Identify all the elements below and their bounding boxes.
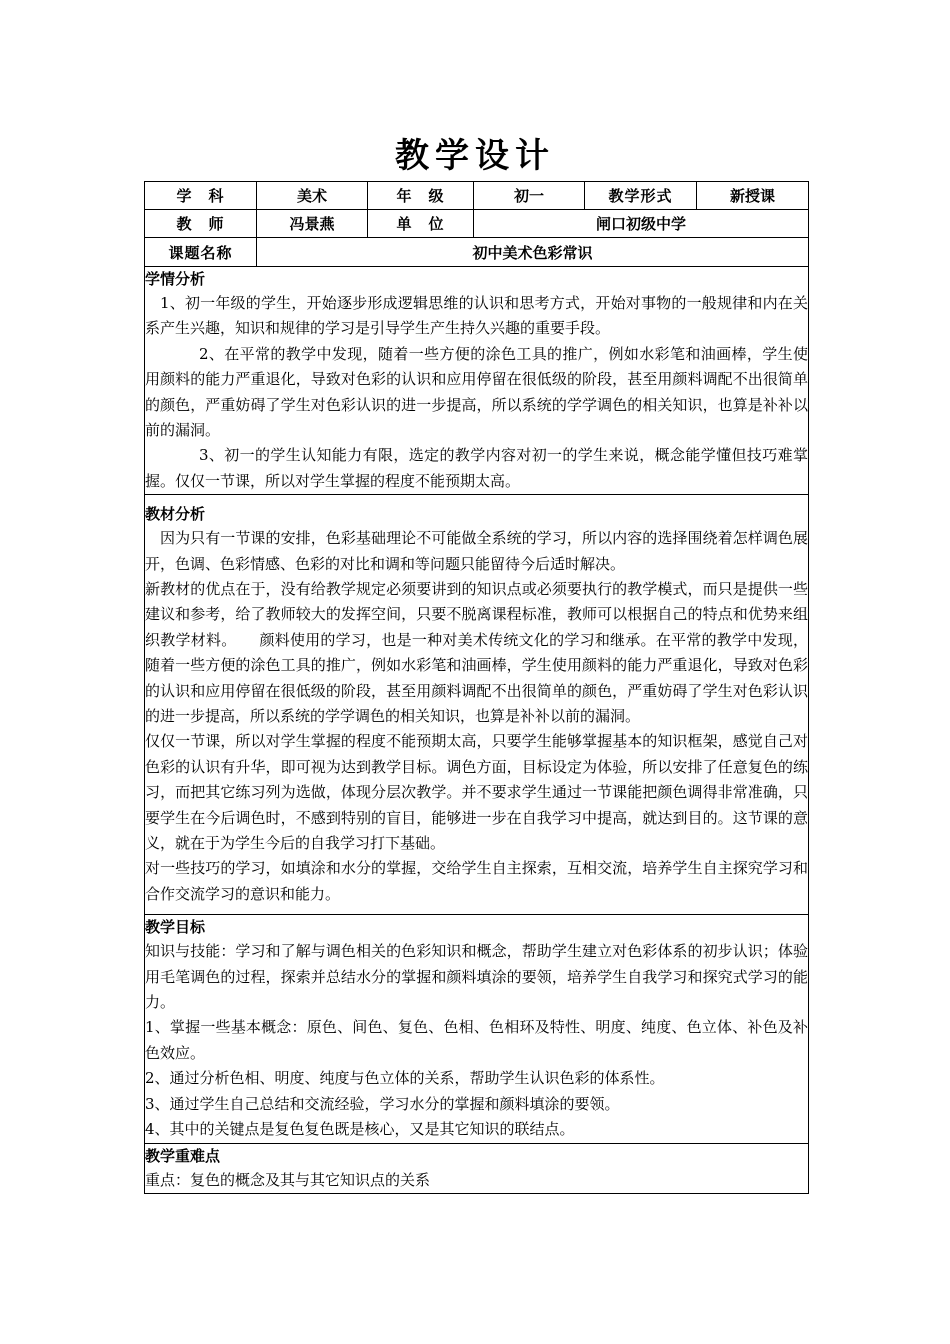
info-row-2 — [145, 210, 809, 238]
goals-row — [145, 915, 809, 1143]
form-value: 新授课 — [697, 182, 809, 210]
student-analysis-paragraph: 1、初一年级的学生，开始逐步形成逻辑思维的认识和思考方式，开始对事物的一般规律和内在关系产生兴趣，知识和规律的学习是引导学生产生持久兴趣的重要手段。 — [145, 294, 808, 338]
material-analysis-paragraph: 新教材的优点在于，没有给教学规定必须要讲到的知识点或必须要执行的教学模式，而只是提供一些建议和参考，给了教师较大的发挥空间，只要不脱离课程标准，教师可以根据自己的特点和优势来组织教学材料。 颜料使用的学习，也是一种对美术传统文化的学习和继承。在平常的教学中发现，随着一些方便的涂色工具的推广，例如水彩笔和油画棒，学生使用颜料的能力严重退化，导致对色彩的认识和应用停留在很低级的阶段，甚至用颜料调配不出很简单的颜色，严重妨碍了学生对色彩认识的进一步提高，所以系统的学学调色的相关知识，也算是补补以前的漏洞。 — [145, 580, 808, 726]
goals-paragraph: 4、其中的关键点是复色复色既是核心，又是其它知识的联结点。 — [145, 1120, 575, 1139]
subject-label: 学 科 — [145, 182, 257, 210]
unit-value: 闸口初级中学 — [474, 210, 809, 238]
goals-paragraph: 3、通过学生自己总结和交流经验，学习水分的掌握和颜料填涂的要领。 — [145, 1094, 620, 1113]
lesson-plan-table — [144, 181, 809, 1194]
key-points-row — [145, 1143, 809, 1193]
unit-label: 单 位 — [368, 210, 474, 238]
material-analysis-paragraph: 对一些技巧的学习，如填涂和水分的掌握，交给学生自主探索，互相交流，培养学生自主探究学习和合作交流学习的意识和能力。 — [145, 859, 808, 903]
course-value: 初中美术色彩常识 — [257, 238, 809, 267]
info-row-3 — [145, 238, 809, 267]
form-label: 教学形式 — [585, 182, 697, 210]
key-points-paragraph: 重点：复色的概念及其与其它知识点的关系 — [145, 1170, 431, 1189]
teacher-label: 教 师 — [145, 210, 257, 238]
goals-paragraph: 1、掌握一些基本概念：原色、间色、复色、色相、色相环及特性、明度、纯度、色立体、补色及补色效应。 — [145, 1018, 808, 1062]
material-analysis-paragraph: 仅仅一节课，所以对学生掌握的程度不能预期太高，只要学生能够掌握基本的知识框架，感觉自己对色彩的认识有升华，即可视为达到教学目标。调色方面，目标设定为体验，所以安排了任意复色的练习，而把其它练习列为选做，体现分层次教学。并不要求学生通过一节课能把颜色调得非常准确，只要学生在今后调色时，不感到特别的盲目，能够进一步在自我学习中提高，就达到目的。这节课的意义，就在于为学生今后的自我学习打下基础。 — [145, 732, 808, 853]
key-points-title: 教学重难点 — [145, 1146, 221, 1165]
student-analysis-row — [145, 267, 809, 495]
student-analysis-paragraph: 2、在平常的教学中发现，随着一些方便的涂色工具的推广，例如水彩笔和油画棒，学生使用颜料的能力严重退化，导致对色彩的认识和应用停留在很低级的阶段，甚至用颜料调配不出很简单的颜色，严重妨碍了学生对色彩认识的进一步提高，所以系统的学学调色的相关知识，也算是补补以前的漏洞。 — [145, 344, 808, 440]
goals-section — [145, 915, 809, 1143]
goals-paragraph: 知识与技能：学习和了解与调色相关的色彩知识和概念，帮助学生建立对色彩体系的初步认识；体验用毛笔调色的过程，探索并总结水分的掌握和颜料填涂的要领，培养学生自我学习和探究式学习的能力。 — [145, 942, 808, 1012]
info-row-1 — [145, 182, 809, 210]
key-points-section — [145, 1143, 809, 1193]
material-analysis-title: 教材分析 — [145, 505, 206, 524]
material-analysis-paragraph: 因为只有一节课的安排，色彩基础理论不可能做全系统的学习，所以内容的选择围绕着怎样调色展开，色调、色彩情感、色彩的对比和调和等问题只能留待今后适时解决。 — [145, 529, 808, 573]
course-label: 课题名称 — [145, 238, 257, 267]
teacher-value: 冯景燕 — [257, 210, 368, 238]
student-analysis-title: 学情分析 — [145, 270, 206, 288]
student-analysis-section — [145, 267, 809, 495]
document-title: 教学设计 — [395, 136, 555, 176]
goals-paragraph: 2、通过分析色相、明度、纯度与色立体的关系，帮助学生认识色彩的体系性。 — [145, 1069, 665, 1088]
material-analysis-section — [145, 495, 809, 915]
grade-value: 初一 — [474, 182, 585, 210]
subject-value: 美术 — [257, 182, 368, 210]
grade-label: 年 级 — [368, 182, 474, 210]
student-analysis-paragraph: 3、初一的学生认知能力有限，选定的教学内容对初一的学生来说，概念能学懂但技巧难掌握。仅仅一节课，所以对学生掌握的程度不能预期太高。 — [145, 446, 808, 490]
goals-title: 教学目标 — [145, 918, 206, 937]
material-analysis-row — [145, 495, 809, 915]
